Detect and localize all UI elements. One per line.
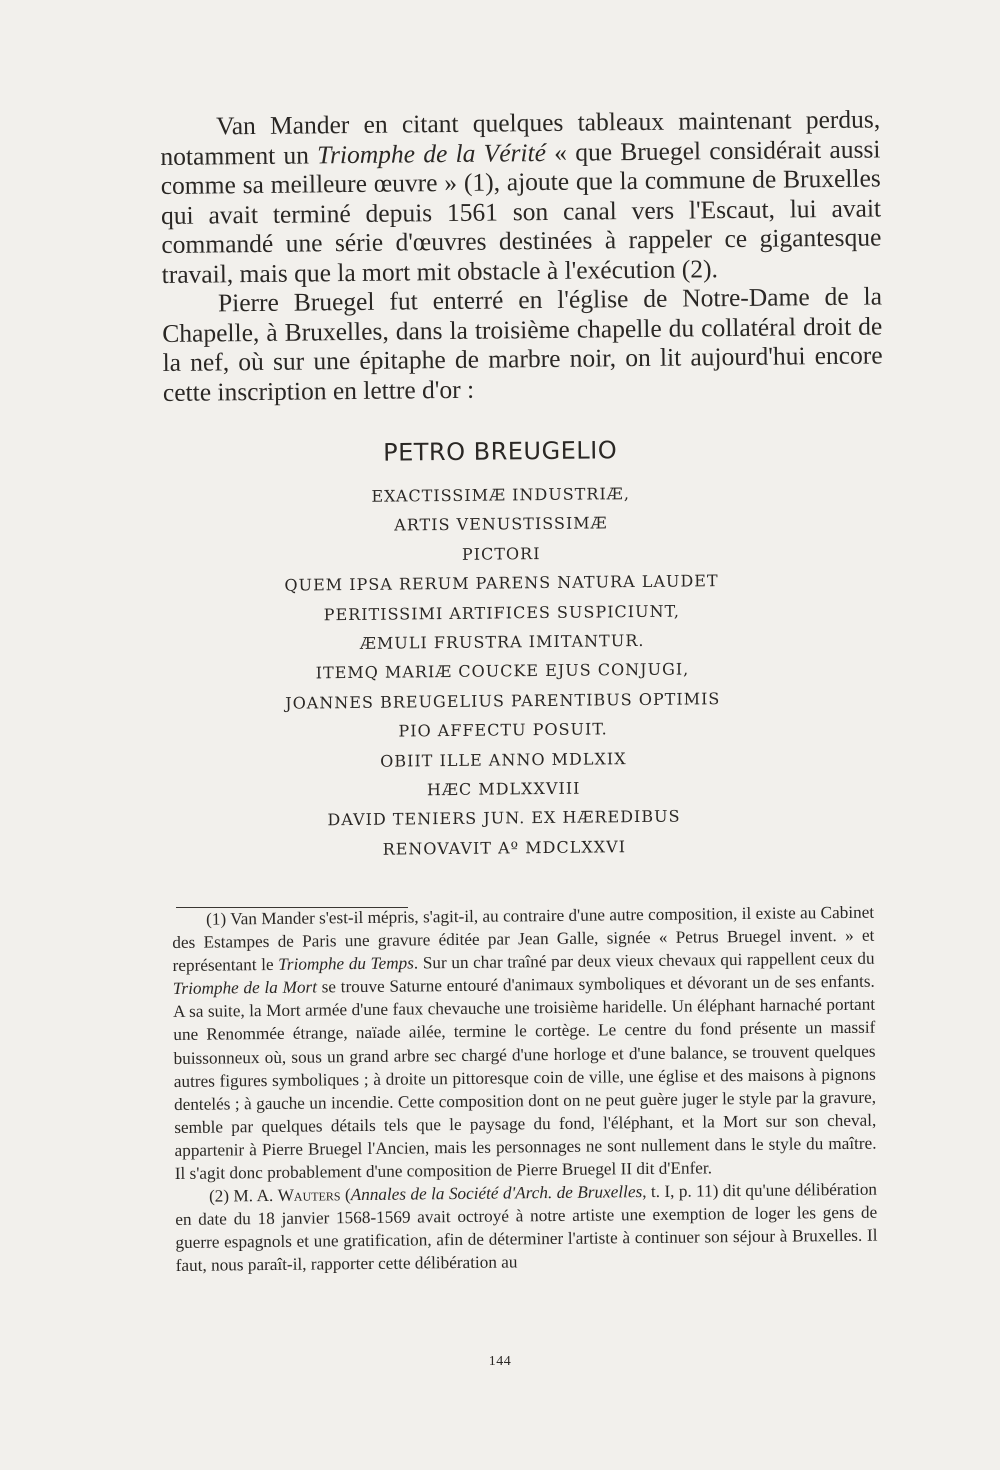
italic-title: Triomphe du Temps [278,953,414,975]
italic-title: Triomphe de la Mort [172,977,318,999]
inscription-line: ITEMQ MARIÆ COUCKE EJUS CONJUGI, [315,659,690,683]
main-text [160,104,883,407]
text-run: , t. I, p. 11) dit qu'une délibération en date du 18 janvier 1568-1569 avait octroyé à notre artiste une exemption de loger les gens de guerre espagnols et une gratification, afin de déterminer l'artiste à continuer son séjour à Bruxelles. Il faut, nous paraît-il, rapporter cette délibération au [175,1179,878,1276]
italic-title: Triomphe de la Vérité [317,137,547,169]
footnote-1 [172,901,877,1185]
inscription-line: OBIIT ILLE ANNO MDLXIX [380,748,627,771]
inscription-line: PICTORI [461,543,541,564]
paragraph-1 [160,104,882,289]
inscription-line: PIO AFFECTU POSUIT. [398,719,608,741]
inscription-line: PERITISSIMI ARTIFICES SUSPICIUNT, [323,601,681,624]
italic-title: Annales de la Société d'Arch. de Bruxelles [350,1182,643,1205]
inscription-line: QUEM IPSA RERUM PARENS NATURA LAUDET [284,571,719,595]
inscription-line: HÆC MDLXXVIII [426,778,581,800]
footnote-2 [175,1178,878,1278]
author-name: Wauters [277,1185,341,1206]
epitaph-inscription [160,431,844,866]
text-run: . Sur un char traîné par deux vieux chevaux qui rappellent ceux du [413,948,875,973]
text-run: se trouve Saturne entouré d'animaux symboliques et dévorant un de ses enfants. A sa suite, la Mort armée d'une faux chevauche une troisième haridelle. Un éléphant harnaché portant une Renommée étrange, naïade ailée, termine le cortège. Le centre du fond présente un massif buissonneux où, sous un grand arbre sec chargé d'une horloge et d'une balance, se trouvent quelques autres figures symboliques ; à droite un pittoresque coin de ville, une église et des maisons à pignons dentelés ; à gauche un incendie. Cette composition dont on ne peut guère juger le style par la gravure, semble par quelques détails tels que le paysage du fond, l'éléphant, et la Mort sur son cheval, appartenir à Pierre Bruegel l'Ancien, mais les personnages ne sont nullement dans le style du maître. Il s'agit donc probablement d'une composition de Pierre Bruegel II dit d'Enfer. [172,971,877,1184]
text-run: (1) Van Mander s'est-il mépris, s'agit-il, au contraire d'une autre composition, il existe au Cabinet des Estampes de Paris une gravure éditée par Jean Galle, signée « Petrus Bruegel invent. » et représentant le [172,902,875,976]
page-number: 144 [488,1354,512,1369]
inscription-line: ARTIS VENUSTISSIMÆ [394,513,608,535]
inscription-title: PETRO BREUGELIO [383,436,618,467]
inscription-line: EXACTISSIMÆ INDUSTRIÆ, [371,484,630,506]
text-run: « que Bruegel considérait aussi comme sa meilleure œuvre » (1), ajoute que la commune de Bruxelles qui avait terminé depuis 1561 son canal vers l'Escaut, lui avait commandé une série d'œuvres destinées à rappeler ce gigantesque travail, mais que la mort mit obstacle à l'exécution (2). [160,133,882,289]
text-run: Van Mander en citant quelques tableaux maintenant perdus, notamment un [160,104,881,171]
inscription-line: DAVID TENIERS JUN. EX HÆREDIBUS [327,807,681,830]
footnotes [172,901,878,1278]
text-run: ( [340,1185,351,1205]
inscription-line: ÆMULI FRUSTRA IMITANTUR. [359,630,645,653]
inscription-line: RENOVAVIT Aº MDCLXXVI [382,837,627,859]
inscription-line: JOANNES BREUGELIUS PARENTIBUS OPTIMIS [285,688,721,713]
text-run: (2) M. A. [208,1186,278,1206]
paragraph-2: Pierre Bruegel fut enterré en l'église de Notre-Dame de la Chapelle, à Bruxelles, dans la troisième chapelle du collatéral droit de la nef, où sur une épitaphe de marbre noir, on lit aujourd'hui encore cette inscription en lettre d'or : [162,281,883,407]
